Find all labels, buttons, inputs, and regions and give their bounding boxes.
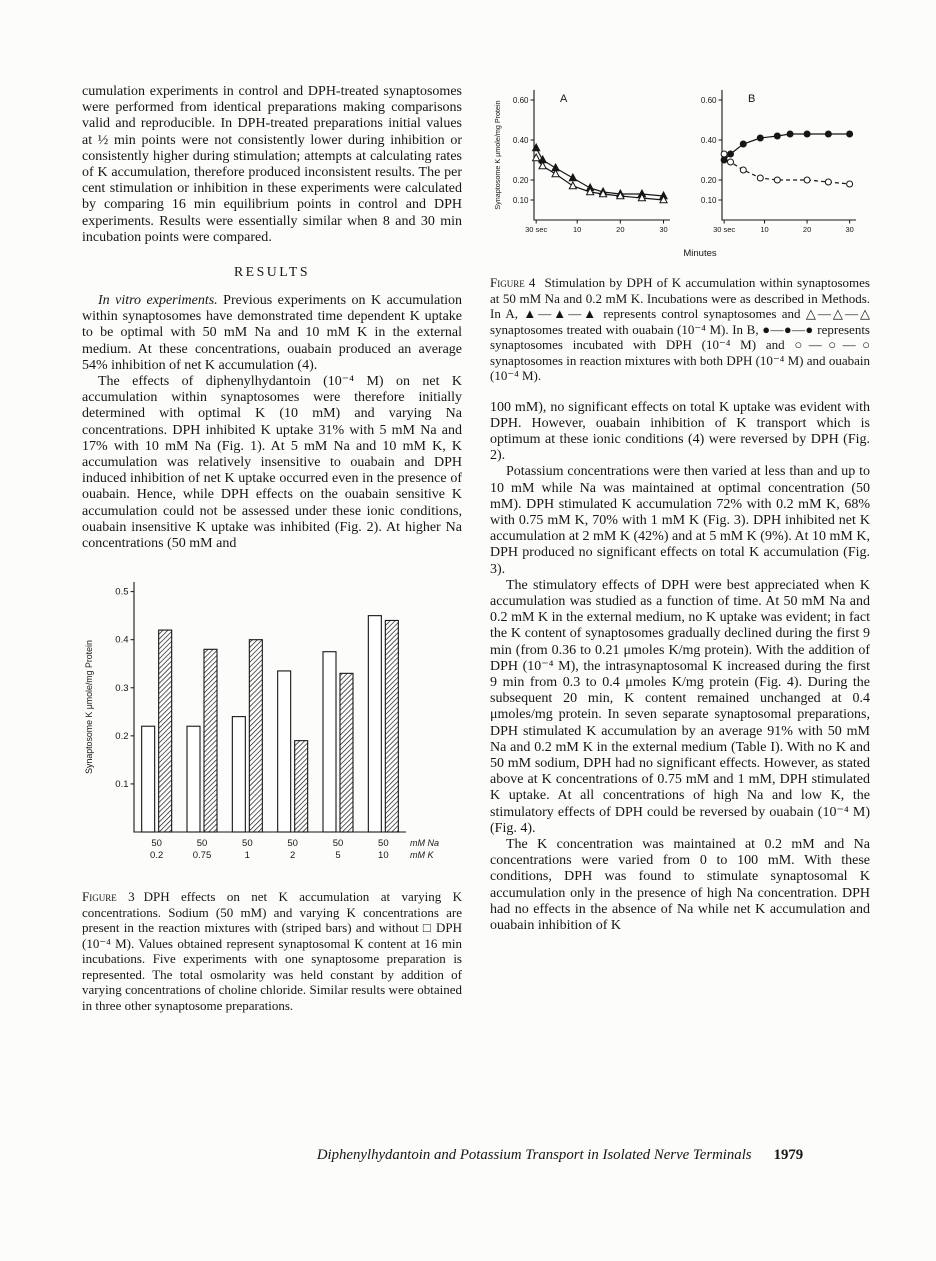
running-title: Diphenylhydantoin and Potassium Transport in Isolated Nerve Terminals	[316, 1147, 752, 1163]
svg-text:A: A	[560, 93, 568, 105]
figure3-bar-chart	[82, 572, 454, 872]
svg-text:mM Na: mM Na	[410, 838, 439, 849]
svg-text:20: 20	[616, 225, 625, 234]
svg-text:2: 2	[290, 850, 296, 862]
svg-text:30: 30	[845, 225, 854, 234]
svg-text:B: B	[748, 93, 756, 105]
svg-text:0.4: 0.4	[115, 634, 129, 646]
figure4-panel-b-chart	[688, 80, 864, 248]
svg-text:0.60: 0.60	[512, 96, 529, 105]
svg-text:0.10: 0.10	[512, 196, 529, 205]
svg-text:Synaptosome K μmole/mg Protein: Synaptosome K μmole/mg Protein	[493, 100, 502, 210]
figure3-caption-label: Figure 3	[82, 889, 135, 905]
svg-text:50: 50	[151, 838, 162, 850]
figure4-caption-text: Stimulation by DPH of K accumulation within synaptosomes at 50 mM Na and 0.2 mM K. Incubations were as described in Methods. In A, ▲—▲—▲ represents control synaptosomes and △—△—△ synaptosomes treated with ouabain (10⁻⁴ M). In B, ●—●—● represents synaptosomes incubated with DPH (10⁻⁴ M) and ○—○—○ synaptosomes in reaction mixtures with both DPH (10⁻⁴ M) and ouabain (10⁻⁴ M).	[490, 275, 870, 383]
svg-text:mM K: mM K	[410, 850, 434, 861]
paragraph-text: Previous experiments on K accumulation within synaptosomes have demonstrated time dependent K uptake to be optimal with 50 mM Na and 10 mM K in the external medium. At these concentrations, ouabain produced an average 54% inhibition of net K accumulation (4).	[82, 293, 462, 373]
svg-text:30 sec: 30 sec	[525, 225, 548, 234]
paragraph-dph-effects: The effects of diphenylhydantoin (10⁻⁴ M) on net K accumulation within synaptosomes were therefore initially determined with optimal K (10 mM) and varying Na concentrations. DPH inhibited K uptake 31% with 5 mM Na and 17% with 10 mM Na (Fig. 1). At 5 mM Na and 10 mM K, K accumulation was relatively insensitive to ouabain and DPH induced inhibition of net K uptake occurred even in the presence of ouabain. Hence, while DPH effects on the ouabain sensitive K accumulation could not be assessed under these ionic conditions, ouabain insensitive K uptake was inhibited (Fig. 2). At higher Na concentrations (50 mM and	[82, 374, 462, 552]
svg-text:0.60: 0.60	[700, 96, 717, 105]
svg-text:10: 10	[573, 225, 582, 234]
figure4-panel-a-chart	[490, 80, 676, 248]
svg-text:50: 50	[242, 838, 253, 850]
paragraph-k-maintained: The K concentration was maintained at 0.2 mM and Na concentrations were varied from 0 to 100 mM. With these conditions, DPH was found to stimulate synaptosomal K accumulation only in the presence of high Na concentration. DPH had no effects in the absence of Na while net K accumulation and ouabain inhibition of K	[490, 836, 870, 933]
figure4-caption-label: Figure 4	[490, 275, 536, 290]
figure3-caption	[82, 889, 462, 1013]
svg-text:10: 10	[378, 850, 389, 862]
svg-text:0.3: 0.3	[115, 683, 129, 695]
figure4-caption	[490, 275, 870, 384]
paragraph-continuation: cumulation experiments in control and DPH-treated synaptosomes were performed from identical preparations making comparisons valid and reproducible. In DPH-treated preparations initial values at ½ min points were not consistently lower during inhibition or consistently higher during stimulation; attempts at calculating rates of K accumulation, therefore produced inconsistent results. The per cent stimulation or inhibition in these experiments were calculated by comparing 16 min equilibrium points in control and DPH experiments. Results were essentially similar when 8 and 30 min incubation points were compared.	[82, 84, 462, 245]
svg-text:1: 1	[244, 850, 250, 862]
page-number: 1979	[773, 1147, 804, 1163]
paragraph-in-vitro	[82, 293, 462, 374]
svg-text:30: 30	[659, 225, 668, 234]
right-column	[490, 80, 870, 934]
svg-text:20: 20	[802, 225, 812, 234]
paragraph-stimulatory: The stimulatory effects of DPH were best appreciated when K accumulation was studied as a function of time. At 50 mM Na and 0.2 mM K in the external medium, no K uptake was evident; in fact the K content of synaptosomes gradually declined during the first 9 min (from 0.36 to 0.21 μmoles K/mg protein). With the addition of DPH (10⁻⁴ M), the intrasynaptosomal K increased during the first 9 min from 0.3 to 0.4 μmoles K/mg protein (Fig. 4). During the subsequent 20 min, K content remained unchanged at 0.4 μmoles/mg protein. In seven separate synaptosomal preparations, DPH stimulated K accumulation by an average 91% with 50 mM Na and 0.2 mM K in the external medium (Table I). With no K and 50 mM sodium, DPH had no significant effects. However, as stated above at K concentrations of 0.75 mM and 1 mM, DPH stimulated K uptake. At all concentrations of high Na and low K, the stimulatory effects of DPH could be reversed by ouabain (10⁻⁴ M) (Fig. 4).	[490, 577, 870, 836]
results-heading: RESULTS	[233, 264, 311, 280]
svg-text:Synaptosome K μmole/mg Protein: Synaptosome K μmole/mg Protein	[84, 640, 94, 775]
svg-text:50: 50	[332, 838, 344, 850]
svg-text:0.2: 0.2	[150, 850, 164, 862]
svg-text:10: 10	[760, 225, 769, 234]
paragraph-potassium: Potassium concentrations were then varied at less than and up to 10 mM while Na was maintained at optimal concentration (50 mM). DPH stimulated K accumulation 72% with 0.2 mM K, 68% with 0.75 mM K, 70% with 1 mM K (Fig. 3). DPH inhibited net K accumulation at 2 mM K (42%) and at 5 mM K (9%). At 10 mM K, DPH produced no significant effects on total K accumulation (Fig. 3).	[490, 464, 870, 577]
svg-text:0.10: 0.10	[700, 196, 717, 205]
svg-text:0.2: 0.2	[115, 731, 129, 743]
svg-text:0.40: 0.40	[512, 136, 529, 145]
svg-text:0.1: 0.1	[115, 779, 129, 791]
figure3	[82, 572, 462, 877]
paragraph-continuation: 100 mM), no significant effects on total K uptake was evident with DPH. However, ouabain inhibition of K transport which is optimum at these ionic conditions (4) were reversed by DPH (Fig. 2).	[490, 399, 870, 464]
svg-text:50: 50	[196, 838, 208, 850]
svg-text:5: 5	[335, 850, 341, 862]
figure4	[490, 80, 870, 248]
paragraph-lead-in: In vitro experiments.	[98, 293, 218, 309]
svg-text:50: 50	[287, 838, 298, 850]
left-column	[82, 84, 462, 1013]
svg-text:0.40: 0.40	[700, 136, 717, 145]
svg-text:0.75: 0.75	[192, 850, 212, 862]
svg-text:0.5: 0.5	[115, 586, 129, 598]
figure3-caption-text: DPH effects on net K accumulation at varying K concentrations. Sodium (50 mM) and varying K concentrations are present in the reaction mixtures with (striped bars) and without □ DPH (10⁻⁴ M). Values obtained represent synaptosomal K content at 16 min incubations. Five experiments with one synaptosome preparation is represented. The total osmolarity was held constant by addition of varying concentrations of choline chloride. Similar results were obtained in three other synaptosome preparations.	[82, 889, 462, 1013]
svg-text:0.20: 0.20	[700, 176, 717, 185]
figure4-x-axis-label: Minutes	[683, 248, 717, 259]
svg-text:30 sec: 30 sec	[713, 225, 736, 234]
svg-text:0.20: 0.20	[512, 176, 529, 185]
svg-text:50: 50	[378, 838, 389, 850]
page-footer	[252, 1146, 868, 1164]
